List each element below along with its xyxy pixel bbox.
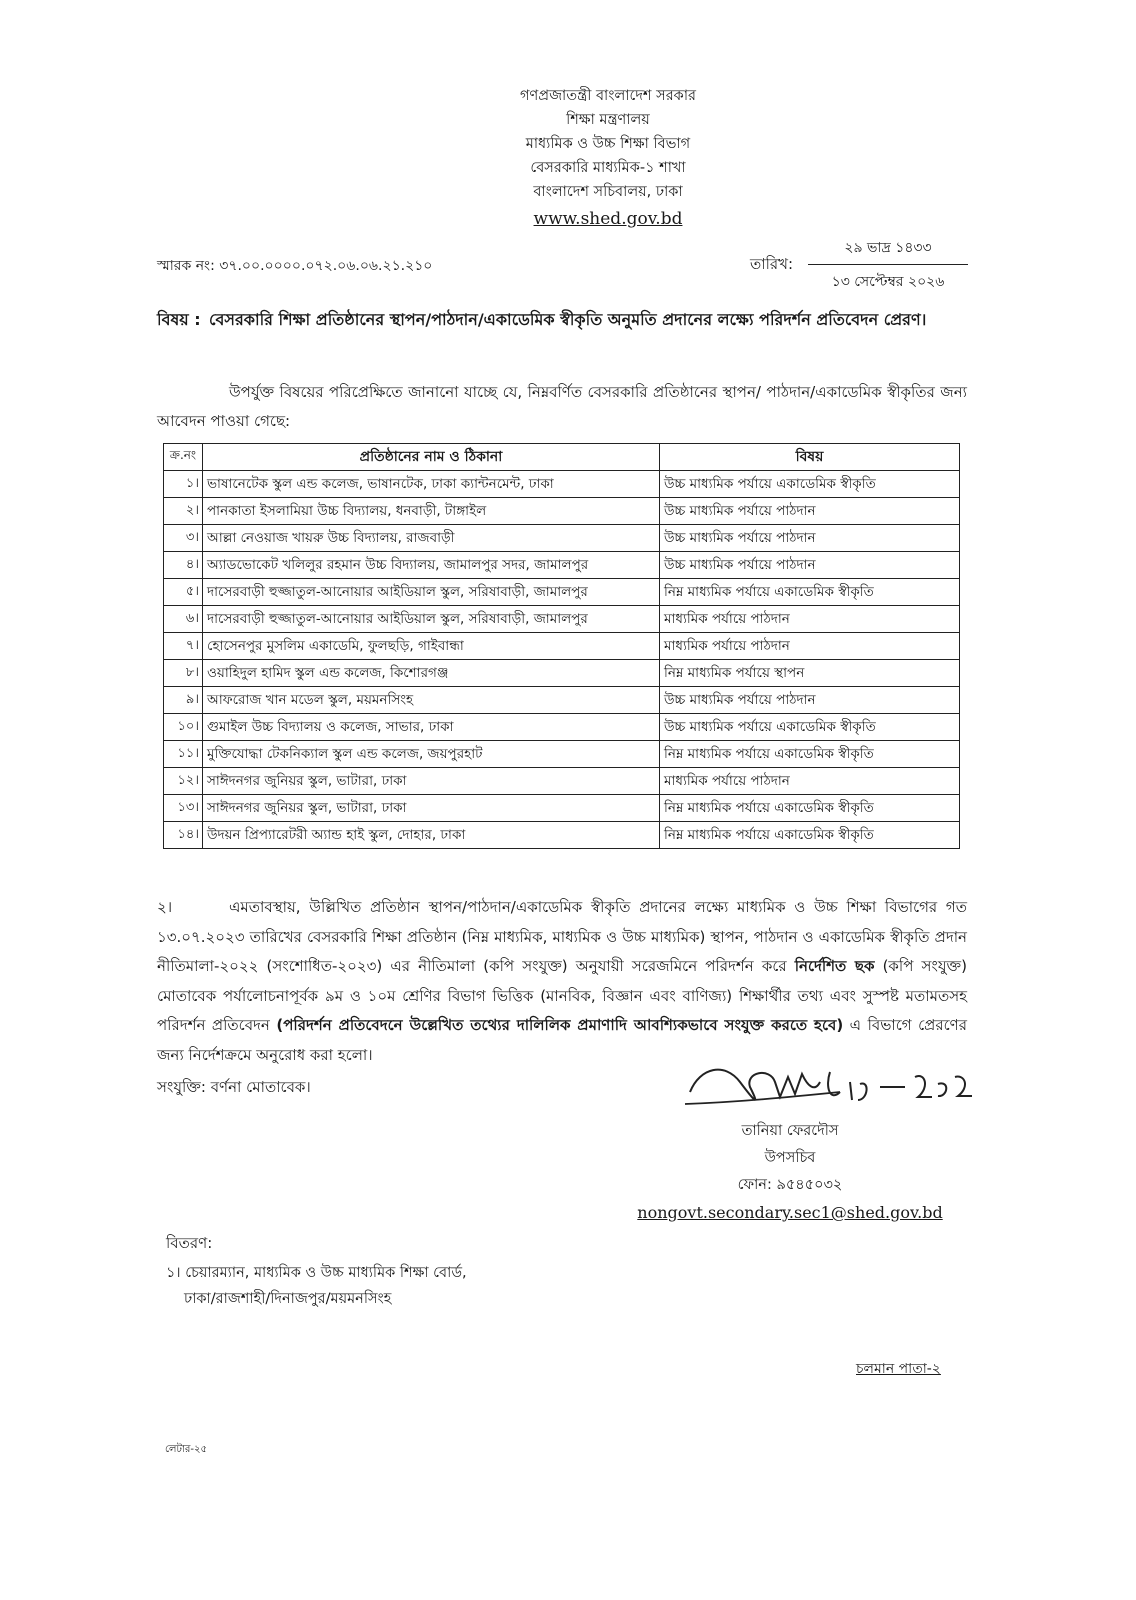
subject-line: [157, 305, 967, 334]
table-body: [164, 471, 960, 849]
handwritten-signature: [680, 1052, 980, 1122]
serial-cell: ১।: [164, 471, 203, 498]
signatory-designation: উপসচিব: [764, 1150, 816, 1166]
table-row: [164, 633, 960, 660]
table-header-row: [164, 444, 960, 471]
institution-cell: সাঈদনগর জুনিয়র স্কুল, ভাটারা, ঢাকা: [203, 795, 660, 822]
table-row: [164, 579, 960, 606]
header-serial: ক্র.নং: [164, 444, 203, 471]
institution-cell: মুক্তিযোদ্ধা টেকনিক্যাল স্কুল এন্ড কলেজ, জয়পুরহাট: [203, 741, 660, 768]
paragraph-text-3: এ বিভাগে প্রেরণের জন্য নির্দেশক্রমে অনুরোধ করা হলো।: [157, 1016, 967, 1064]
signatory-email[interactable]: nongovt.secondary.sec1@shed.gov.bd: [637, 1203, 943, 1222]
table-row: [164, 714, 960, 741]
table-row: [164, 498, 960, 525]
institution-cell: ভাষানেটেক স্কুল এন্ড কলেজ, ভাষানটেক, ঢাকা ক্যান্টনমেন্ট, ঢাকা: [203, 471, 660, 498]
institution-cell: সাঈদনগর জুনিয়র স্কুল, ভাটারা, ঢাকা: [203, 768, 660, 795]
subject-cell: নিম্ন মাধ্যমিক পর্যায়ে একাডেমিক স্বীকৃতি: [660, 741, 960, 768]
subject-cell: উচ্চ মাধ্যমিক পর্যায়ে পাঠদান: [660, 525, 960, 552]
institution-table: [163, 443, 960, 849]
serial-cell: ৮।: [164, 660, 203, 687]
intro-paragraph: উপর্যুক্ত বিষয়ের পরিপ্রেক্ষিতে জানানো যাচ্ছে যে, নিম্নবর্ণিত বেসরকারি প্রতিষ্ঠানের স্থাপন/ পাঠদান/একাডেমিক স্বীকৃতির জন্য আবেদন পাওয়া গেছে:: [157, 383, 967, 430]
table-row: [164, 795, 960, 822]
letterhead: [0, 84, 1136, 234]
table-row: [164, 606, 960, 633]
serial-cell: ১৩।: [164, 795, 203, 822]
distribution-item: [166, 1260, 467, 1312]
serial-cell: ১৪।: [164, 822, 203, 849]
serial-cell: ১১।: [164, 741, 203, 768]
date-label: তারিখ:: [750, 255, 794, 273]
institution-cell: অ্যাডভোকেট খলিলুর রহমান উচ্চ বিদ্যালয়, জামালপুর সদর, জামালপুর: [203, 552, 660, 579]
institution-cell: গুমাইল উচ্চ বিদ্যালয় ও কলেজ, সাভার, ঢাকা: [203, 714, 660, 741]
serial-cell: ২।: [164, 498, 203, 525]
paragraph-text-1: এমতাবস্থায়, উল্লিখিত প্রতিষ্ঠান স্থাপন/পাঠদান/একাডেমিক স্বীকৃতি প্রদানের লক্ষ্যে মাধ্যমিক ও উচ্চ শিক্ষা বিভাগের গত ১৩.০৭.২০২৩ তারিখের বেসরকারি শিক্ষা প্রতিষ্ঠান (নিম্ন মাধ্যমিক, মাধ্যমিক ও উচ্চ মাধ্যমিক) স্থাপন, পাঠদান ও একাডেমিক স্বীকৃতি প্রদান নীতিমালা-২০২২ (সংশোধিত-২০২৩) এর নীতিমালা (কপি সংযুক্ত) অনুযায়ী সরেজমিনে পরিদর্শন করে: [157, 898, 967, 975]
institution-cell: ওয়াহিদুল হামিদ স্কুল এন্ড কলেজ, কিশোরগঞ্জ: [203, 660, 660, 687]
date-bangla: ২৯ ভাদ্র ১৪৩৩: [808, 236, 968, 265]
subject-cell: উচ্চ মাধ্যমিক পর্যায়ে পাঠদান: [660, 687, 960, 714]
institution-cell: দাসেরবাড়ী হুজ্জাতুল-আনোয়ার আইডিয়াল স্কুল, সরিষাবাড়ী, জামালপুর: [203, 579, 660, 606]
table-row: [164, 687, 960, 714]
distribution-line-1: ১। চেয়ারম্যান, মাধ্যমিক ও উচ্চ মাধ্যমিক শিক্ষা বোর্ড,: [166, 1265, 467, 1281]
footer-code: লেটার-২৫: [165, 1444, 207, 1455]
institution-cell: উদয়ন প্রিপ্যারেটরী অ্যান্ড হাই স্কুল, দোহার, ঢাকা: [203, 822, 660, 849]
serial-cell: ৩।: [164, 525, 203, 552]
table-row: [164, 822, 960, 849]
subject-text: বেসরকারি শিক্ষা প্রতিষ্ঠানের স্থাপন/পাঠদান/একাডেমিক স্বীকৃতি অনুমতি প্রদানের লক্ষ্যে পরিদর্শন প্রতিবেদন প্রেরণ।: [209, 310, 927, 329]
subject-cell: নিম্ন মাধ্যমিক পর্যায়ে একাডেমিক স্বীকৃতি: [660, 795, 960, 822]
header-subject: বিষয়: [660, 444, 960, 471]
paragraph-text-2: (কপি সংযুক্ত) মোতাবেক পর্যালোচনাপূর্বক ৯ম ও ১০ম শ্রেণির বিভাগ ভিত্তিক (মানবিক, বিজ্ঞান এবং বাণিজ্য) শিক্ষার্থীর তথ্য এবং সুস্পষ্ট মতামতসহ পরিদর্শন প্রতিবেদন: [157, 957, 967, 1034]
subject-cell: উচ্চ মাধ্যমিক পর্যায়ে পাঠদান: [660, 552, 960, 579]
paragraph-number: ২।: [157, 898, 173, 916]
subject-cell: নিম্ন মাধ্যমিক পর্যায়ে একাডেমিক স্বীকৃতি: [660, 822, 960, 849]
header-institution: প্রতিষ্ঠানের নাম ও ঠিকানা: [203, 444, 660, 471]
government-name: গণপ্রজাতন্ত্রী বাংলাদেশ সরকার: [519, 88, 696, 104]
table-row: [164, 660, 960, 687]
memo-number: স্মারক নং: ৩৭.০০.০০০০.০৭২.০৬.০৬.২১.২১০: [157, 258, 433, 274]
subject-cell: উচ্চ মাধ্যমিক পর্যায়ে পাঠদান: [660, 498, 960, 525]
institution-cell: দাসেরবাড়ী হুজ্জাতুল-আনোয়ার আইডিয়াল স্কুল, সরিষাবাড়ী, জামালপুর: [203, 606, 660, 633]
subject-cell: নিম্ন মাধ্যমিক পর্যায়ে একাডেমিক স্বীকৃতি: [660, 579, 960, 606]
ministry-name: শিক্ষা মন্ত্রণালয়: [566, 112, 650, 128]
instruction-paragraph: [157, 893, 967, 1070]
paragraph-bold-1: নির্দেশিত ছক: [794, 957, 875, 975]
signatory-name: তানিয়া ফেরদৌস: [741, 1123, 839, 1139]
attachment-note: সংযুক্তি: বর্ণনা মোতাবেক।: [157, 1078, 311, 1096]
date-english: ১৩ সেপ্টেম্বর ২০২৬: [831, 274, 945, 290]
signatory-phone: ফোন: ৯৫৪৫০৩২: [737, 1177, 843, 1193]
signature-block: [610, 1118, 970, 1226]
table-row: [164, 552, 960, 579]
office-address: বাংলাদেশ সচিবালয়, ঢাকা: [533, 184, 683, 200]
institution-cell: পানকাতা ইসলামিয়া উচ্চ বিদ্যালয়, ধনবাড়ী, টাঙ্গাইল: [203, 498, 660, 525]
subject-cell: উচ্চ মাধ্যমিক পর্যায়ে একাডেমিক স্বীকৃতি: [660, 471, 960, 498]
website-link[interactable]: www.shed.gov.bd: [533, 209, 683, 229]
section-name: বেসরকারি মাধ্যমিক-১ শাখা: [530, 160, 686, 176]
serial-cell: ৬।: [164, 606, 203, 633]
subject-cell: মাধ্যমিক পর্যায়ে পাঠদান: [660, 768, 960, 795]
paragraph-bold-2: (পরিদর্শন প্রতিবেদনে উল্লেখিত তথ্যের দালিলিক প্রমাণাদি আবশ্যিকভাবে সংযুক্ত করতে হবে): [276, 1016, 844, 1034]
date-block: [808, 236, 968, 294]
distribution-title: বিতরণ:: [166, 1234, 213, 1252]
division-name: মাধ্যমিক ও উচ্চ শিক্ষা বিভাগ: [525, 136, 691, 152]
subject-cell: মাধ্যমিক পর্যায়ে পাঠদান: [660, 606, 960, 633]
serial-cell: ১০।: [164, 714, 203, 741]
serial-cell: ৭।: [164, 633, 203, 660]
serial-cell: ৪।: [164, 552, 203, 579]
subject-cell: মাধ্যমিক পর্যায়ে পাঠদান: [660, 633, 960, 660]
serial-cell: ৯।: [164, 687, 203, 714]
subject-label: বিষয় :: [157, 310, 201, 329]
institution-cell: হোসেনপুর মুসলিম একাডেমি, ফুলছড়ি, গাইবান্ধা: [203, 633, 660, 660]
serial-cell: ১২।: [164, 768, 203, 795]
table-row: [164, 768, 960, 795]
institution-cell: আফরোজ খান মডেল স্কুল, ময়মনসিংহ: [203, 687, 660, 714]
table-row: [164, 525, 960, 552]
subject-cell: নিম্ন মাধ্যমিক পর্যায়ে স্থাপন: [660, 660, 960, 687]
table-row: [164, 471, 960, 498]
table-row: [164, 741, 960, 768]
serial-cell: ৫।: [164, 579, 203, 606]
continued-page-note: চলমান পাতা-২: [856, 1361, 941, 1377]
distribution-line-2: ঢাকা/রাজশাহী/দিনাজপুর/ময়মনসিংহ: [184, 1291, 392, 1307]
subject-cell: উচ্চ মাধ্যমিক পর্যায়ে একাডেমিক স্বীকৃতি: [660, 714, 960, 741]
institution-cell: আল্লা নেওয়াজ খায়রু উচ্চ বিদ্যালয়, রাজবাড়ী: [203, 525, 660, 552]
